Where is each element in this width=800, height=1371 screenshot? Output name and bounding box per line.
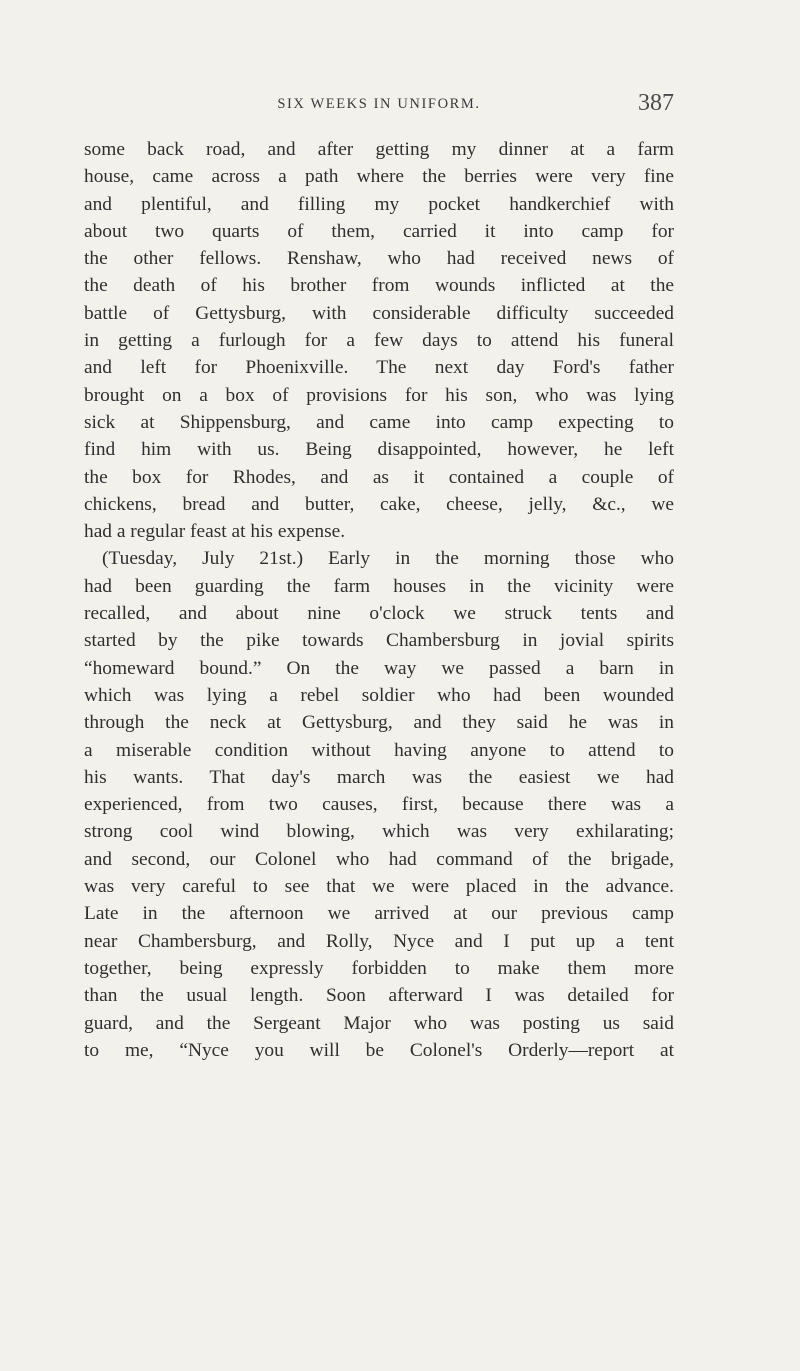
text-line: the box for Rhodes, and as it contained a couple of (84, 466, 674, 488)
text-line: find him with us. Being disappointed, however, he left (84, 439, 674, 461)
body-text (84, 136, 674, 1064)
running-header (84, 92, 674, 122)
text-line: started by the pike towards Chambersburg in jovial spirits (84, 630, 674, 652)
text-line: and left for Phoenixville. The next day Ford's father (84, 357, 674, 379)
running-title: SIX WEEKS IN UNIFORM. (277, 96, 481, 112)
text-line: some back road, and after getting my dinner at a farm (84, 139, 674, 160)
text-line: about two quarts of them, carried it into camp for (84, 220, 674, 242)
text-line: “homeward bound.” On the way we passed a barn in (84, 657, 674, 679)
text-line: the death of his brother from wounds inflicted at the (84, 275, 674, 297)
text-line: recalled, and about nine o'clock we struck tents and (84, 603, 674, 625)
text-line: and second, our Colonel who had command of the brigade, (84, 848, 674, 870)
text-line: (Tuesday, July 21st.) Early in the morning those who (102, 548, 674, 570)
text-line: had a regular feast at his expense. (84, 521, 346, 543)
text-line: had been guarding the farm houses in the vicinity were (84, 575, 674, 597)
text-line: experienced, from two causes, first, because there was a (84, 794, 674, 816)
text-line: guard, and the Sergeant Major who was posting us said (84, 1012, 674, 1034)
text-line: together, being expressly forbidden to make them more (84, 957, 674, 979)
text-line: which was lying a rebel soldier who had been wounded (84, 684, 674, 706)
text-line: was very careful to see that we were placed in the advance. (84, 876, 674, 898)
text-line: in getting a furlough for a few days to attend his funeral (84, 330, 674, 352)
text-line: than the usual length. Soon afterward I was detailed for (84, 985, 674, 1007)
text-line: the other fellows. Renshaw, who had received news of (84, 248, 674, 270)
text-line: a miserable condition without having anyone to attend to (84, 739, 674, 761)
text-line: strong cool wind blowing, which was very exhilarating; (84, 821, 674, 843)
text-line: brought on a box of provisions for his son, who was lying (84, 384, 674, 406)
text-line: sick at Shippensburg, and came into camp expecting to (84, 411, 674, 433)
page-number: 387 (638, 90, 674, 116)
text-line: and plentiful, and filling my pocket handkerchief with (84, 193, 674, 215)
text-line: Late in the afternoon we arrived at our previous camp (84, 903, 674, 925)
text-line: chickens, bread and butter, cake, cheese, jelly, &c., we (84, 493, 674, 515)
text-line: near Chambersburg, and Rolly, Nyce and I put up a tent (84, 930, 674, 952)
text-line: house, came across a path where the berries were very fine (84, 166, 674, 188)
text-line: his wants. That day's march was the easiest we had (84, 766, 674, 788)
text-line: through the neck at Gettysburg, and they said he was in (84, 712, 674, 734)
text-line: battle of Gettysburg, with considerable difficulty succeeded (84, 302, 674, 324)
text-line: to me, “Nyce you will be Colonel's Orderly—report at (84, 1039, 674, 1061)
